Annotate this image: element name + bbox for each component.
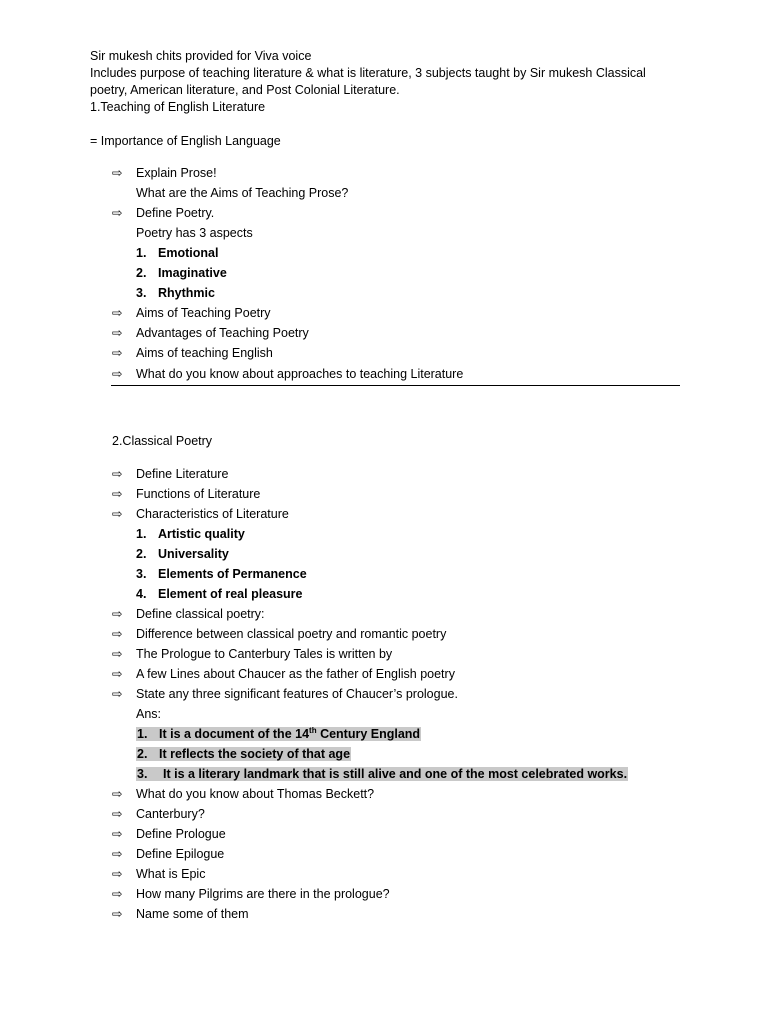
characteristic-item: 4. Element of real pleasure	[136, 587, 303, 601]
question-advantages-poetry: Advantages of Teaching Poetry	[136, 326, 309, 340]
arrow-bullet-icon: ⇨	[112, 206, 123, 220]
question-approaches: What do you know about approaches to teaching Literature	[136, 367, 464, 381]
aspect-item: 2. Imaginative	[136, 266, 227, 280]
arrow-bullet-icon: ⇨	[112, 507, 123, 521]
section-1-heading: 1.Teaching of English Literature	[90, 100, 266, 114]
question-characteristics: Characteristics of Literature	[136, 507, 289, 521]
answer-item: 2. It reflects the society of that age	[137, 747, 351, 761]
question-aims-english: Aims of teaching English	[136, 346, 273, 360]
answer-item: 3. It is a literary landmark that is still alive and one of the most celebrated works.	[137, 767, 628, 781]
question-difference: Difference between classical poetry and romantic poetry	[136, 627, 447, 641]
arrow-bullet-icon: ⇨	[112, 887, 123, 901]
arrow-bullet-icon: ⇨	[112, 807, 123, 821]
arrow-bullet-icon: ⇨	[112, 787, 123, 801]
header-line-1: Sir mukesh chits provided for Viva voice	[90, 49, 312, 63]
arrow-bullet-icon: ⇨	[112, 166, 123, 180]
question-canterbury: Canterbury?	[136, 807, 205, 821]
arrow-bullet-icon: ⇨	[112, 607, 123, 621]
arrow-bullet-icon: ⇨	[112, 487, 123, 501]
question-define-epilogue: Define Epilogue	[136, 847, 225, 861]
aspect-item: 1. Emotional	[136, 246, 219, 260]
question-define-classical: Define classical poetry:	[136, 607, 265, 621]
question-three-features: State any three significant features of Chaucer’s prologue.	[136, 687, 458, 701]
arrow-bullet-icon: ⇨	[112, 867, 123, 881]
arrow-bullet-icon: ⇨	[112, 827, 123, 841]
answer-item: 1. It is a document of the 14th Century England	[137, 725, 421, 741]
answer-label: Ans:	[136, 707, 162, 721]
question-functions: Functions of Literature	[136, 487, 261, 501]
section-divider	[111, 385, 680, 386]
arrow-bullet-icon: ⇨	[112, 306, 123, 320]
header-line-2: Includes purpose of teaching literature & what is literature, 3 subjects taught by Sir mukesh Classical	[90, 66, 646, 80]
characteristic-item: 1. Artistic quality	[136, 527, 245, 541]
question-define-prologue: Define Prologue	[136, 827, 226, 841]
question-explain-prose: Explain Prose!	[136, 166, 217, 180]
question-name-some: Name some of them	[136, 907, 249, 921]
question-beckett: What do you know about Thomas Beckett?	[136, 787, 375, 801]
arrow-bullet-icon: ⇨	[112, 647, 123, 661]
arrow-bullet-icon: ⇨	[112, 346, 123, 360]
arrow-bullet-icon: ⇨	[112, 667, 123, 681]
section-2-heading: 2.Classical Poetry	[112, 434, 213, 448]
question-prologue-written: The Prologue to Canterbury Tales is written by	[136, 647, 393, 661]
characteristic-item: 2. Universality	[136, 547, 229, 561]
question-poetry-aspects: Poetry has 3 aspects	[136, 226, 253, 240]
arrow-bullet-icon: ⇨	[112, 627, 123, 641]
section-1-subheading: = Importance of English Language	[90, 134, 281, 148]
arrow-bullet-icon: ⇨	[112, 467, 123, 481]
question-define-poetry: Define Poetry.	[136, 206, 215, 220]
header-line-3: poetry, American literature, and Post Colonial Literature.	[90, 83, 400, 97]
arrow-bullet-icon: ⇨	[112, 326, 123, 340]
question-pilgrims: How many Pilgrims are there in the prologue?	[136, 887, 390, 901]
arrow-bullet-icon: ⇨	[112, 367, 123, 381]
question-epic: What is Epic	[136, 867, 206, 881]
question-aims-poetry: Aims of Teaching Poetry	[136, 306, 271, 320]
question-define-literature: Define Literature	[136, 467, 229, 481]
arrow-bullet-icon: ⇨	[112, 907, 123, 921]
arrow-bullet-icon: ⇨	[112, 687, 123, 701]
question-aims-prose: What are the Aims of Teaching Prose?	[136, 186, 349, 200]
arrow-bullet-icon: ⇨	[112, 847, 123, 861]
question-chaucer-father: A few Lines about Chaucer as the father of English poetry	[136, 667, 455, 681]
aspect-item: 3. Rhythmic	[136, 286, 215, 300]
characteristic-item: 3. Elements of Permanence	[136, 567, 307, 581]
